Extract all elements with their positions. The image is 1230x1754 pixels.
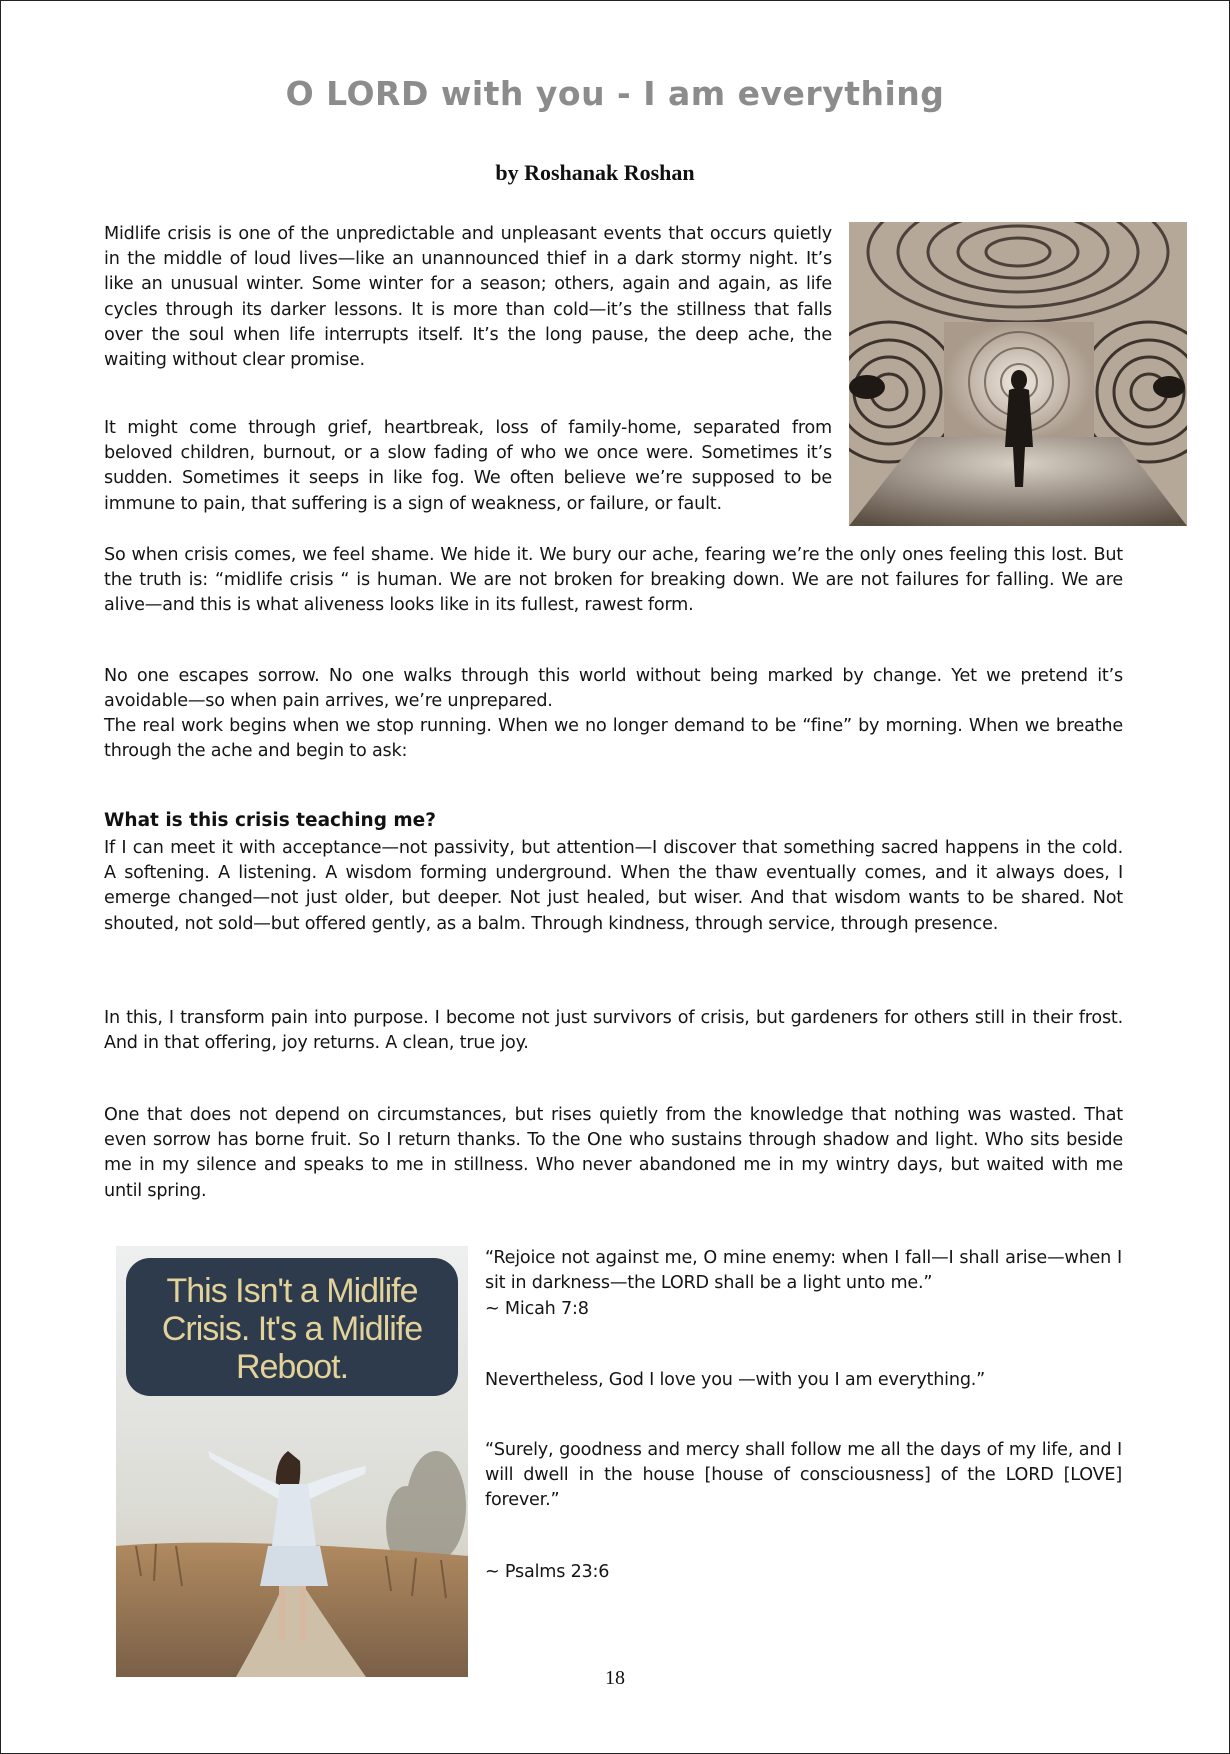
poster-line: Crisis. It's a Midlife	[161, 1310, 423, 1348]
paragraph: It might come through grief, heartbreak, loss of family-home, separated from beloved children, burnout, or a slow fading of who we once were. Sometimes it’s sudden. Sometimes it seeps in like fog. We often believe we’re supposed to be immune to pain, that suffering is a sign of weakness, or failure, or fault.	[104, 418, 832, 514]
quote-line: Nevertheless, God I love you —with you I am everything.”	[485, 1370, 986, 1390]
poster-line: This Isn't a Midlife	[166, 1272, 418, 1310]
paragraph: Midlife crisis is one of the unpredictable and unpleasant events that occurs quietly in the middle of loud lives—like an unannounced thief in a dark stormy night. It’s like an unusual winter. Some winter for a season; others, again and again, as life cycles through its darker lessons. It is more than cold—it’s the stillness that falls over the soul when life interrupts itself. It’s the long pause, the deep ache, the waiting without clear promise.	[104, 224, 832, 371]
paragraph: In this, I transform pain into purpose. I become not just survivors of crisis, but gardeners for others still in their frost. And in that offering, joy returns. A clean, true joy.	[104, 1008, 1123, 1054]
paragraph: No one escapes sorrow. No one walks through this world without being marked by change. Yet we pretend it’s avoidable—so when pain arrives, we’re unprepared.	[104, 666, 1123, 712]
scripture-reference: ~ Psalms 23:6	[485, 1562, 610, 1582]
section-heading: What is this crisis teaching me?	[104, 810, 436, 831]
midlife-reboot-poster	[116, 1246, 468, 1677]
scripture-quote: “Rejoice not against me, O mine enemy: when I fall—I shall arise—when I sit in darkness—the LORD shall be a light unto me.”	[485, 1248, 1122, 1294]
page-number: 18	[605, 1667, 625, 1689]
article-title: O LORD with you - I am everything	[285, 74, 945, 113]
byline: by Roshanak Roshan	[495, 160, 695, 185]
poster-line: Reboot.	[235, 1348, 349, 1386]
paragraph: If I can meet it with acceptance—not passivity, but attention—I discover that something sacred happens in the cold. A softening. A listening. A wisdom forming underground. When the thaw eventually comes, and it always does, I emerge changed—not just older, but deeper. Not just healed, but wiser. And that wisdom wants to be shared. Not shouted, not sold—but offered gently, as a balm. Through kindness, through service, through presence.	[104, 838, 1123, 934]
paragraph: The real work begins when we stop running. When we no longer demand to be “fine” by morning. When we breathe through the ache and begin to ask:	[104, 716, 1123, 762]
scripture-reference: ~ Micah 7:8	[485, 1299, 589, 1319]
paragraph: One that does not depend on circumstances, but rises quietly from the knowledge that nothing was wasted. That even sorrow has borne fruit. So I return thanks. To the One who sustains through shadow and light. Who sits beside me in my silence and speaks to me in stillness. Who never abandoned me in my wintry days, but waited with me until spring.	[104, 1105, 1123, 1201]
tunnel-photo-graphic	[849, 222, 1187, 526]
paragraph: So when crisis comes, we feel shame. We hide it. We bury our ache, fearing we’re the only ones feeling this lost. But the truth is: “midlife crisis “ is human. We are not broken for breaking down. We are not failures for falling. We are alive—and this is what aliveness looks like in its fullest, rawest form.	[104, 545, 1123, 616]
scripture-quote: “Surely, goodness and mercy shall follow me all the days of my life, and I will dwell in the house [house of consciousness] of the LORD [LOVE] forever.”	[485, 1440, 1122, 1511]
tunnel-photo	[849, 222, 1187, 526]
